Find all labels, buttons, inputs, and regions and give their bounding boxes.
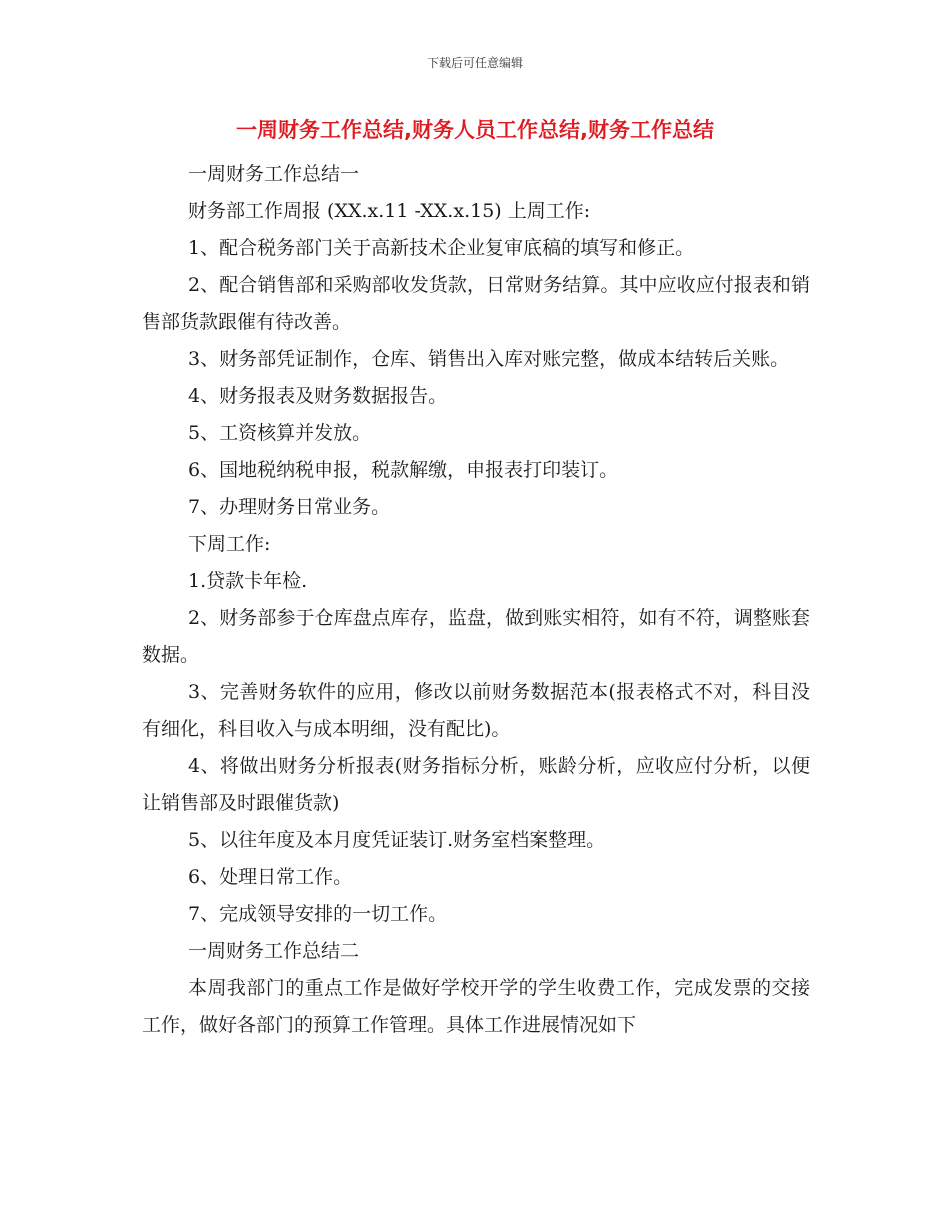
paragraph: 7、办理财务日常业务。 [188,496,391,518]
header-note: 下载后可任意编辑 [426,56,523,70]
paragraph: 5、工资核算并发放。 [188,422,372,444]
paragraph: 3、完善财务软件的应用，修改以前财务数据范本(报表格式不对，科目没有细化，科目收入与成本明细，没有配比)。 [142,681,810,740]
paragraph: 1、配合税务部门关于高新技术企业复审底稿的填写和修正。 [188,237,695,259]
paragraph: 2、财务部参于仓库盘点库存，监盘，做到账实相符，如有不符，调整账套数据。 [142,607,810,666]
document-title: 一周财务工作总结,财务人员工作总结,财务工作总结 [236,118,714,142]
paragraph: 财务部工作周报 (XX.x.11 -XX.x.15) 上周工作: [188,200,591,222]
paragraph: 4、财务报表及财务数据报告。 [188,385,448,407]
paragraph: 下周工作: [188,533,271,555]
paragraph: 4、将做出财务分析报表(财务指标分析，账龄分析，应收应付分析，以便让销售部及时跟催货款) [142,755,810,814]
paragraph: 6、处理日常工作。 [188,866,353,888]
paragraph: 本周我部门的重点工作是做好学校开学的学生收费工作，完成发票的交接工作，做好各部门的预算工作管理。具体工作进展情况如下 [142,977,810,1036]
document-body [142,156,810,1044]
paragraph: 6、国地税纳税申报，税款解缴，申报表打印装订。 [188,459,619,481]
paragraph: 7、完成领导安排的一切工作。 [188,903,448,925]
paragraph: 1.贷款卡年检. [188,570,308,592]
paragraph: 5、以往年度及本月度凭证装订.财务室档案整理。 [188,829,606,851]
paragraph: 3、财务部凭证制作，仓库、销售出入库对账完整，做成本结转后关账。 [188,348,790,370]
paragraph: 一周财务工作总结二 [188,940,360,962]
paragraph: 一周财务工作总结一 [188,163,360,185]
paragraph: 2、配合销售部和采购部收发货款，日常财务结算。其中应收应付报表和销售部货款跟催有待改善。 [142,274,810,333]
